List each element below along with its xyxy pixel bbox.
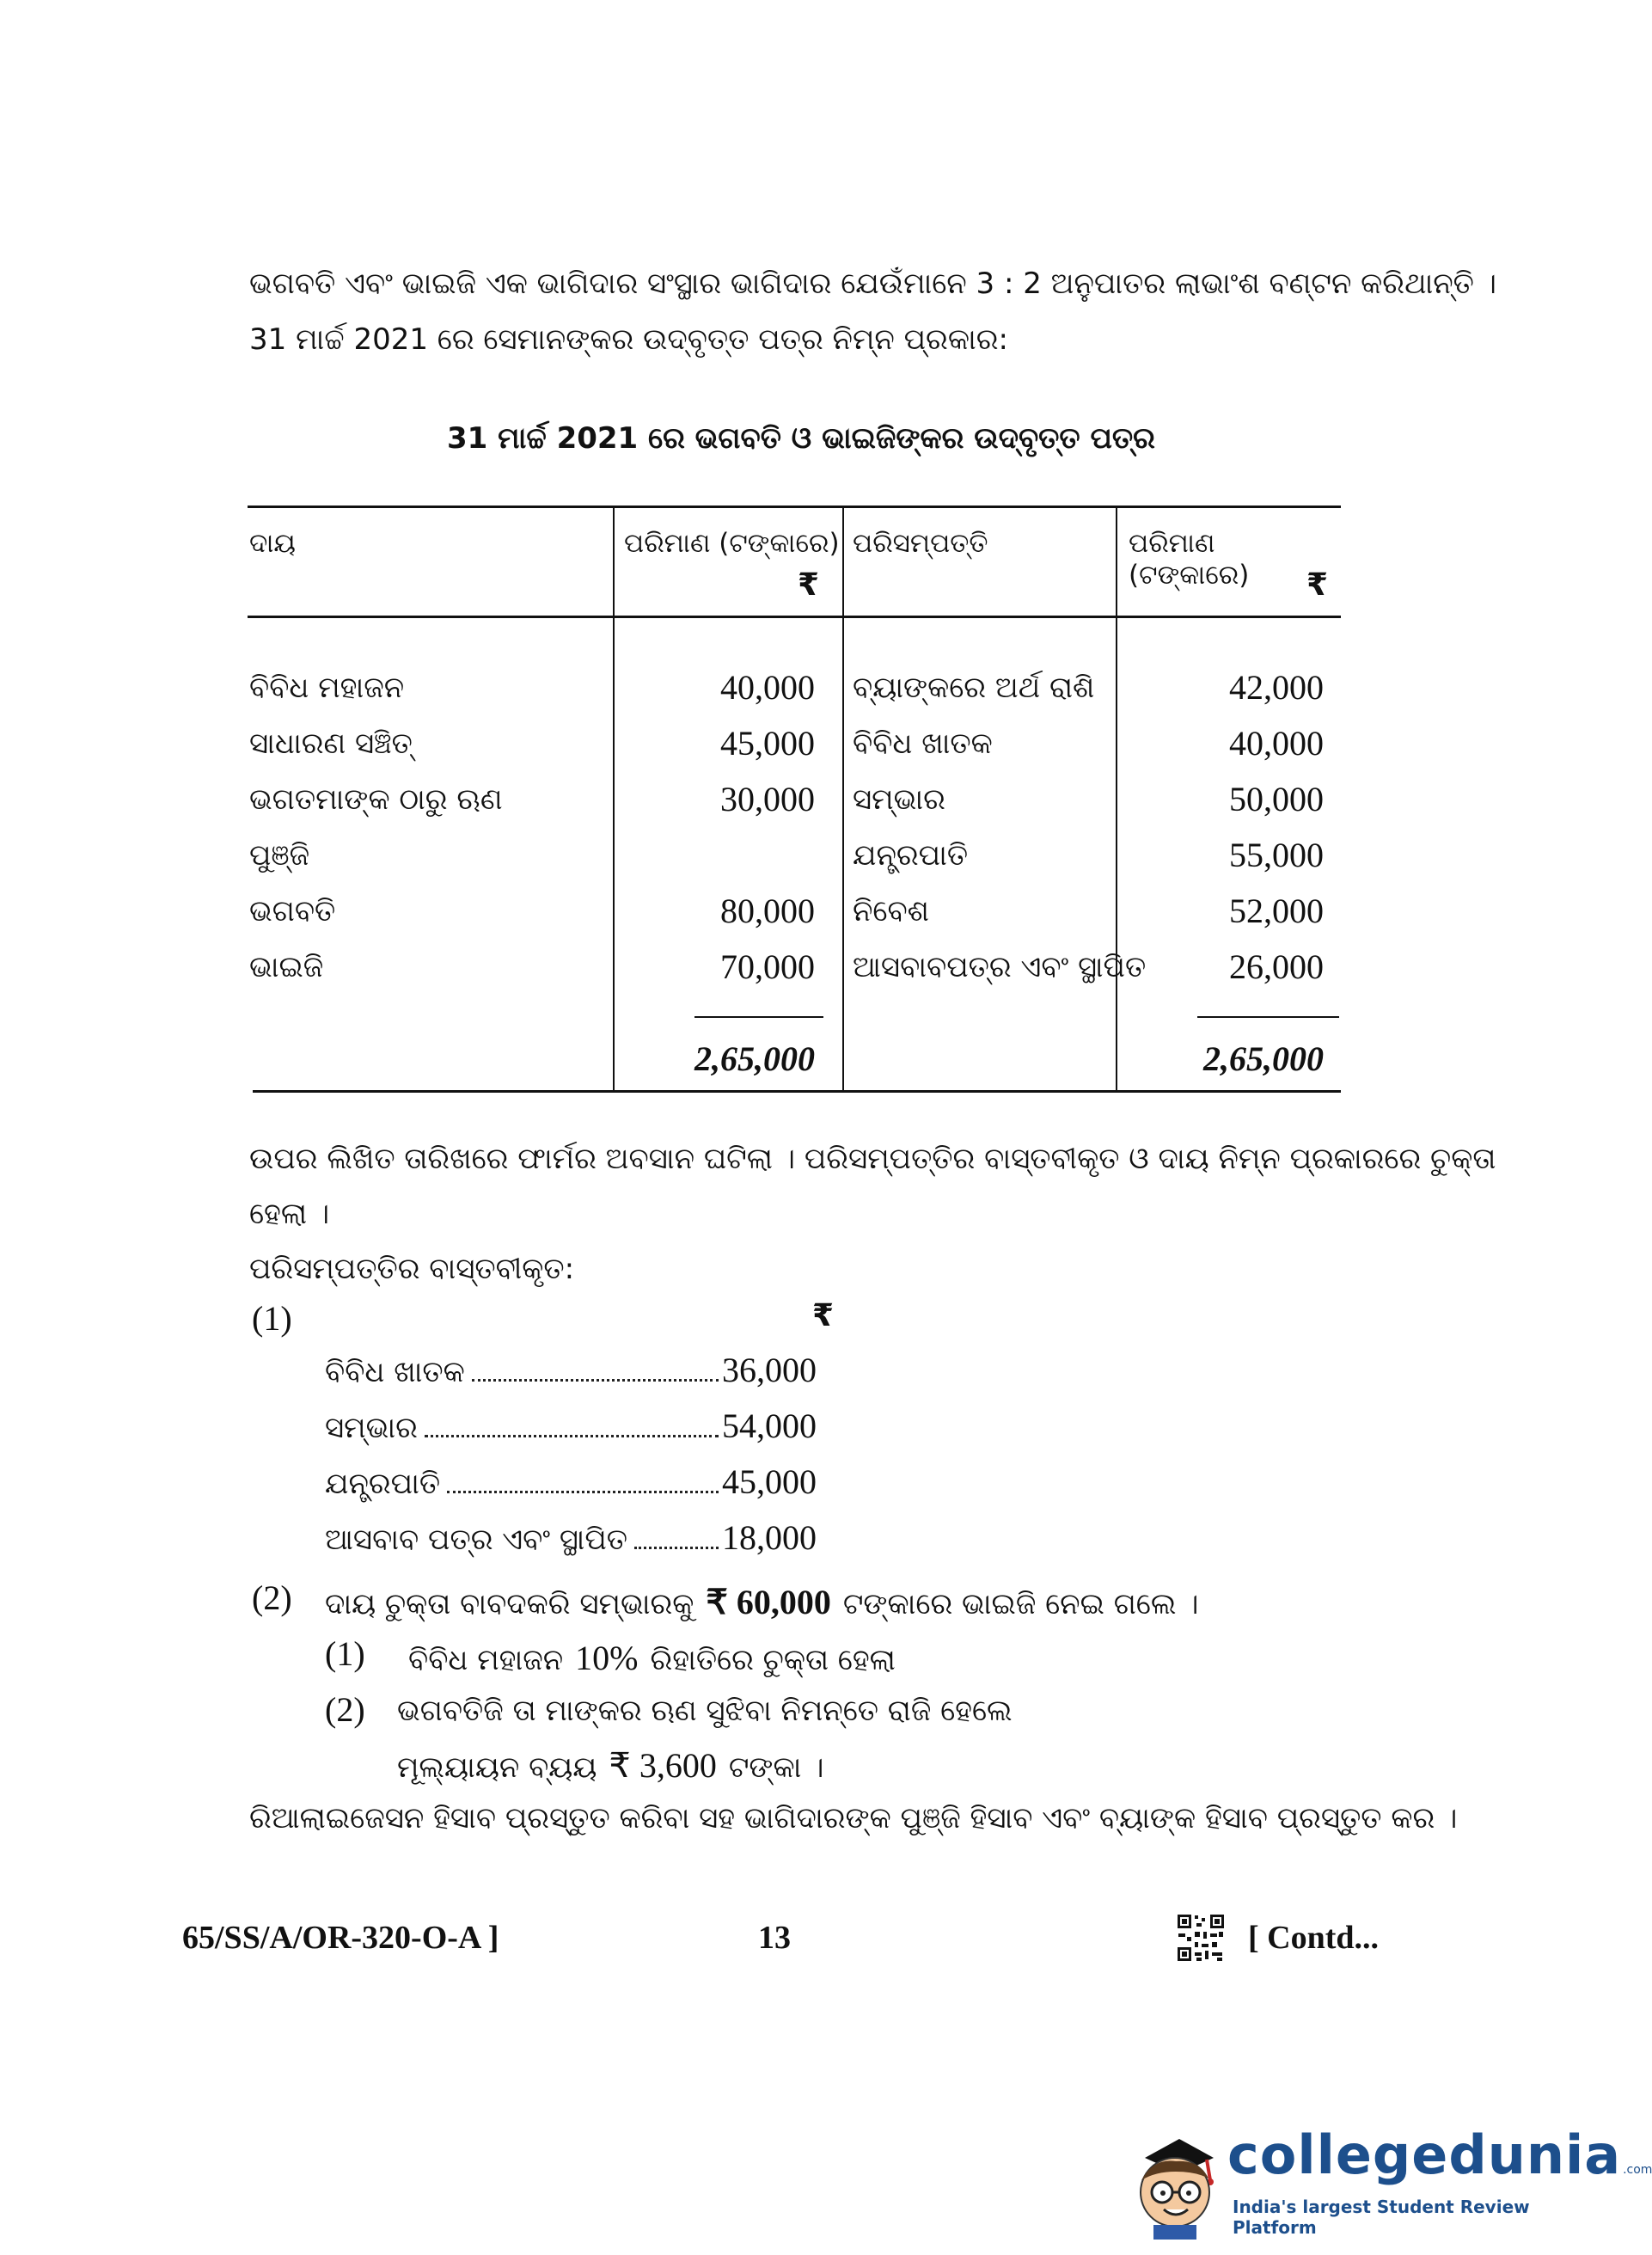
brand-name: collegedunia bbox=[1227, 2123, 1622, 2186]
realisation-item bbox=[325, 1461, 817, 1502]
header-liabilities: ଦାୟ bbox=[249, 528, 296, 559]
balance-sheet-table bbox=[248, 506, 1341, 1094]
sub-1-line bbox=[408, 1638, 896, 1678]
para-heading: ପରିସମ୍ପତ୍ତିର ବାସ୍ତବୀକୃତ: bbox=[249, 1252, 575, 1286]
realisation-item-amount: 45,000 bbox=[722, 1462, 817, 1501]
header-rupee-1: ₹ bbox=[798, 567, 820, 603]
realisation-number: (1) bbox=[252, 1299, 292, 1338]
sub-2-text-b: ଟଙ୍କା । bbox=[728, 1750, 824, 1785]
final-instruction: ରିଆଲାଇଜେସନ ହିସାବ ପ୍ରସ୍ତୁତ କରିବା ସହ ଭାଗିଦାରଙ୍କ ପୁଞ୍ଜି ହିସାବ ଏବଂ ବ୍ୟାଙ୍କ ହିସାବ ପ୍ରସ୍ତୁତ କର । bbox=[249, 1801, 1458, 1835]
sub-2-amount: ₹ 3,600 bbox=[609, 1746, 717, 1785]
point-2-number: (2) bbox=[252, 1578, 292, 1617]
sub-1-number: (1) bbox=[325, 1634, 365, 1673]
asset-label: ନିବେଶ bbox=[853, 894, 929, 928]
sub-1-text-a: ବିବିଧ ମହାଜନ bbox=[408, 1643, 564, 1677]
para-line-2: ହେଲା । bbox=[249, 1197, 330, 1231]
header-amount-2: ପରିମାଣ (ଟଙ୍କାରେ) bbox=[1129, 528, 1250, 591]
sub-2-text: ଭଗବତିଜି ତା ମାଙ୍କର ଋଣ ସୁଝିବା ନିମନ୍ତେ ରାଜି ହେଲେ bbox=[397, 1694, 1013, 1728]
asset-label: ଆସବାବପତ୍ର ଏବଂ ସ୍ଥାପିତ bbox=[853, 950, 1147, 984]
liability-label: ସାଧାରଣ ସଞ୍ଚିତ୍ bbox=[249, 726, 413, 761]
asset-label: ସମ୍ଭାର bbox=[853, 782, 945, 817]
asset-amount: 42,000 bbox=[1229, 668, 1324, 707]
asset-amount: 26,000 bbox=[1229, 947, 1324, 986]
liability-amount: 30,000 bbox=[720, 780, 815, 818]
point-2-text-a: ଦାୟ ଚୁକ୍ତା ବାବଦକରି ସମ୍ଭାରକୁ bbox=[325, 1587, 694, 1621]
liability-label: ଭଗବତି bbox=[249, 894, 336, 928]
asset-label: ଯନ୍ତ୍ରପାତି bbox=[853, 838, 969, 873]
asset-label: ବ୍ୟାଙ୍କରେ ଅର୍ଥ ରାଶି bbox=[853, 671, 1095, 705]
liability-label: ପୁଞ୍ଜି bbox=[249, 838, 310, 873]
contd-label: [ Contd... bbox=[1248, 1920, 1380, 1956]
liability-label: ବିବିଧ ମହାଜନ bbox=[249, 671, 405, 705]
header-amount-1: ପରିମାଣ (ଟଙ୍କାରେ) bbox=[624, 528, 840, 559]
sub-2-number: (2) bbox=[325, 1690, 365, 1729]
asset-amount: 50,000 bbox=[1229, 780, 1324, 818]
intro-line-1: ଭଗବତି ଏବଂ ଭାଇଜି ଏକ ଭାଗିଦାର ସଂସ୍ଥାର ଭାଗିଦାର ଯେଉଁମାନେ 3 : 2 ଅନୁପାତର ଲାଭାଂଶ ବଣ୍ଟନ କରିଥାନ୍ତି । bbox=[249, 267, 1497, 301]
table-title: 31 ମାର୍ଚ୍ଚ 2021 ରେ ଭଗବତି ଓ ଭାଇଜିଙ୍କର ଉଦ୍‌ବୃତ୍ତ ପତ୍ର bbox=[447, 421, 1155, 456]
realisation-item bbox=[325, 1350, 817, 1390]
asset-label: ବିବିଧ ଖାତକ bbox=[853, 726, 993, 761]
header-rupee-2: ₹ bbox=[1306, 567, 1329, 603]
liability-amount: 45,000 bbox=[720, 724, 815, 763]
sub-1-percent: 10% bbox=[575, 1639, 639, 1677]
liability-amount: 80,000 bbox=[720, 892, 815, 930]
realisation-item-label: ଯନ୍ତ୍ରପାତି bbox=[325, 1467, 441, 1501]
intro-line-2: 31 ମାର୍ଚ୍ଚ 2021 ରେ ସେମାନଙ୍କର ଉଦ୍‌ବୃତ୍ତ ପତ୍ର ନିମ୍ନ ପ୍ରକାର: bbox=[249, 322, 1008, 357]
realisation-item-label: ଆସବାବ ପତ୍ର ଏବଂ ସ୍ଥାପିତ bbox=[325, 1523, 627, 1557]
sub-2-text-a: ମୂଲ୍ୟାୟନ ବ୍ୟୟ bbox=[397, 1750, 597, 1785]
realisation-item-label: ସମ୍ଭାର bbox=[325, 1411, 418, 1445]
asset-amount: 52,000 bbox=[1229, 892, 1324, 930]
brand-tagline: India's largest Student Review Platform bbox=[1233, 2197, 1530, 2238]
point-2-text-b: ଟଙ୍କାରେ ଭାଇଜି ନେଇ ଗଲେ । bbox=[842, 1587, 1199, 1621]
sub-2-line-2 bbox=[397, 1745, 824, 1786]
header-assets: ପରିସମ୍ପତ୍ତି bbox=[853, 528, 988, 559]
asset-amount: 40,000 bbox=[1229, 724, 1324, 763]
brand-suffix: .com bbox=[1623, 2163, 1652, 2177]
liability-label: ଭାଇଜି bbox=[249, 950, 324, 984]
liability-amount: 40,000 bbox=[720, 668, 815, 707]
realisation-item-amount: 18,000 bbox=[722, 1518, 817, 1557]
sub-1-text-b: ରିହାତିରେ ଚୁକ୍ତା ହେଲା bbox=[650, 1643, 896, 1677]
liability-amount: 70,000 bbox=[720, 947, 815, 986]
liability-label: ଭଗତମାଙ୍କ ଠାରୁ ଋଣ bbox=[249, 782, 503, 817]
brand-logo bbox=[1227, 2123, 1652, 2186]
point-2-line bbox=[325, 1582, 1199, 1622]
realisation-item bbox=[325, 1517, 817, 1558]
total-liabilities: 2,65,000 bbox=[694, 1039, 815, 1078]
footer-code: 65/SS/A/OR-320-O-A ] bbox=[182, 1920, 499, 1956]
realisation-item-amount: 36,000 bbox=[722, 1351, 817, 1389]
qr-code-icon bbox=[1176, 1913, 1226, 1963]
page-number: 13 bbox=[758, 1920, 791, 1956]
realisation-item-label: ବିବିଧ ଖାତକ bbox=[325, 1355, 465, 1389]
realisation-item bbox=[325, 1406, 817, 1446]
para-line-1: ଉପର ଲିଖିତ ତାରିଖରେ ଫାର୍ମର ଅବସାନ ଘଟିଲା । ପରିସମ୍ପତ୍ତିର ବାସ୍ତବୀକୃତ ଓ ଦାୟ ନିମ୍ନ ପ୍ରକାରରେ ଚୁକ୍ତା bbox=[249, 1142, 1496, 1176]
realisation-item-amount: 54,000 bbox=[722, 1406, 817, 1445]
realisation-rupee: ₹ bbox=[812, 1298, 835, 1333]
point-2-amount: ₹ 60,000 bbox=[706, 1583, 831, 1621]
asset-amount: 55,000 bbox=[1229, 836, 1324, 874]
total-assets: 2,65,000 bbox=[1203, 1039, 1324, 1078]
mascot-icon bbox=[1128, 2123, 1222, 2240]
